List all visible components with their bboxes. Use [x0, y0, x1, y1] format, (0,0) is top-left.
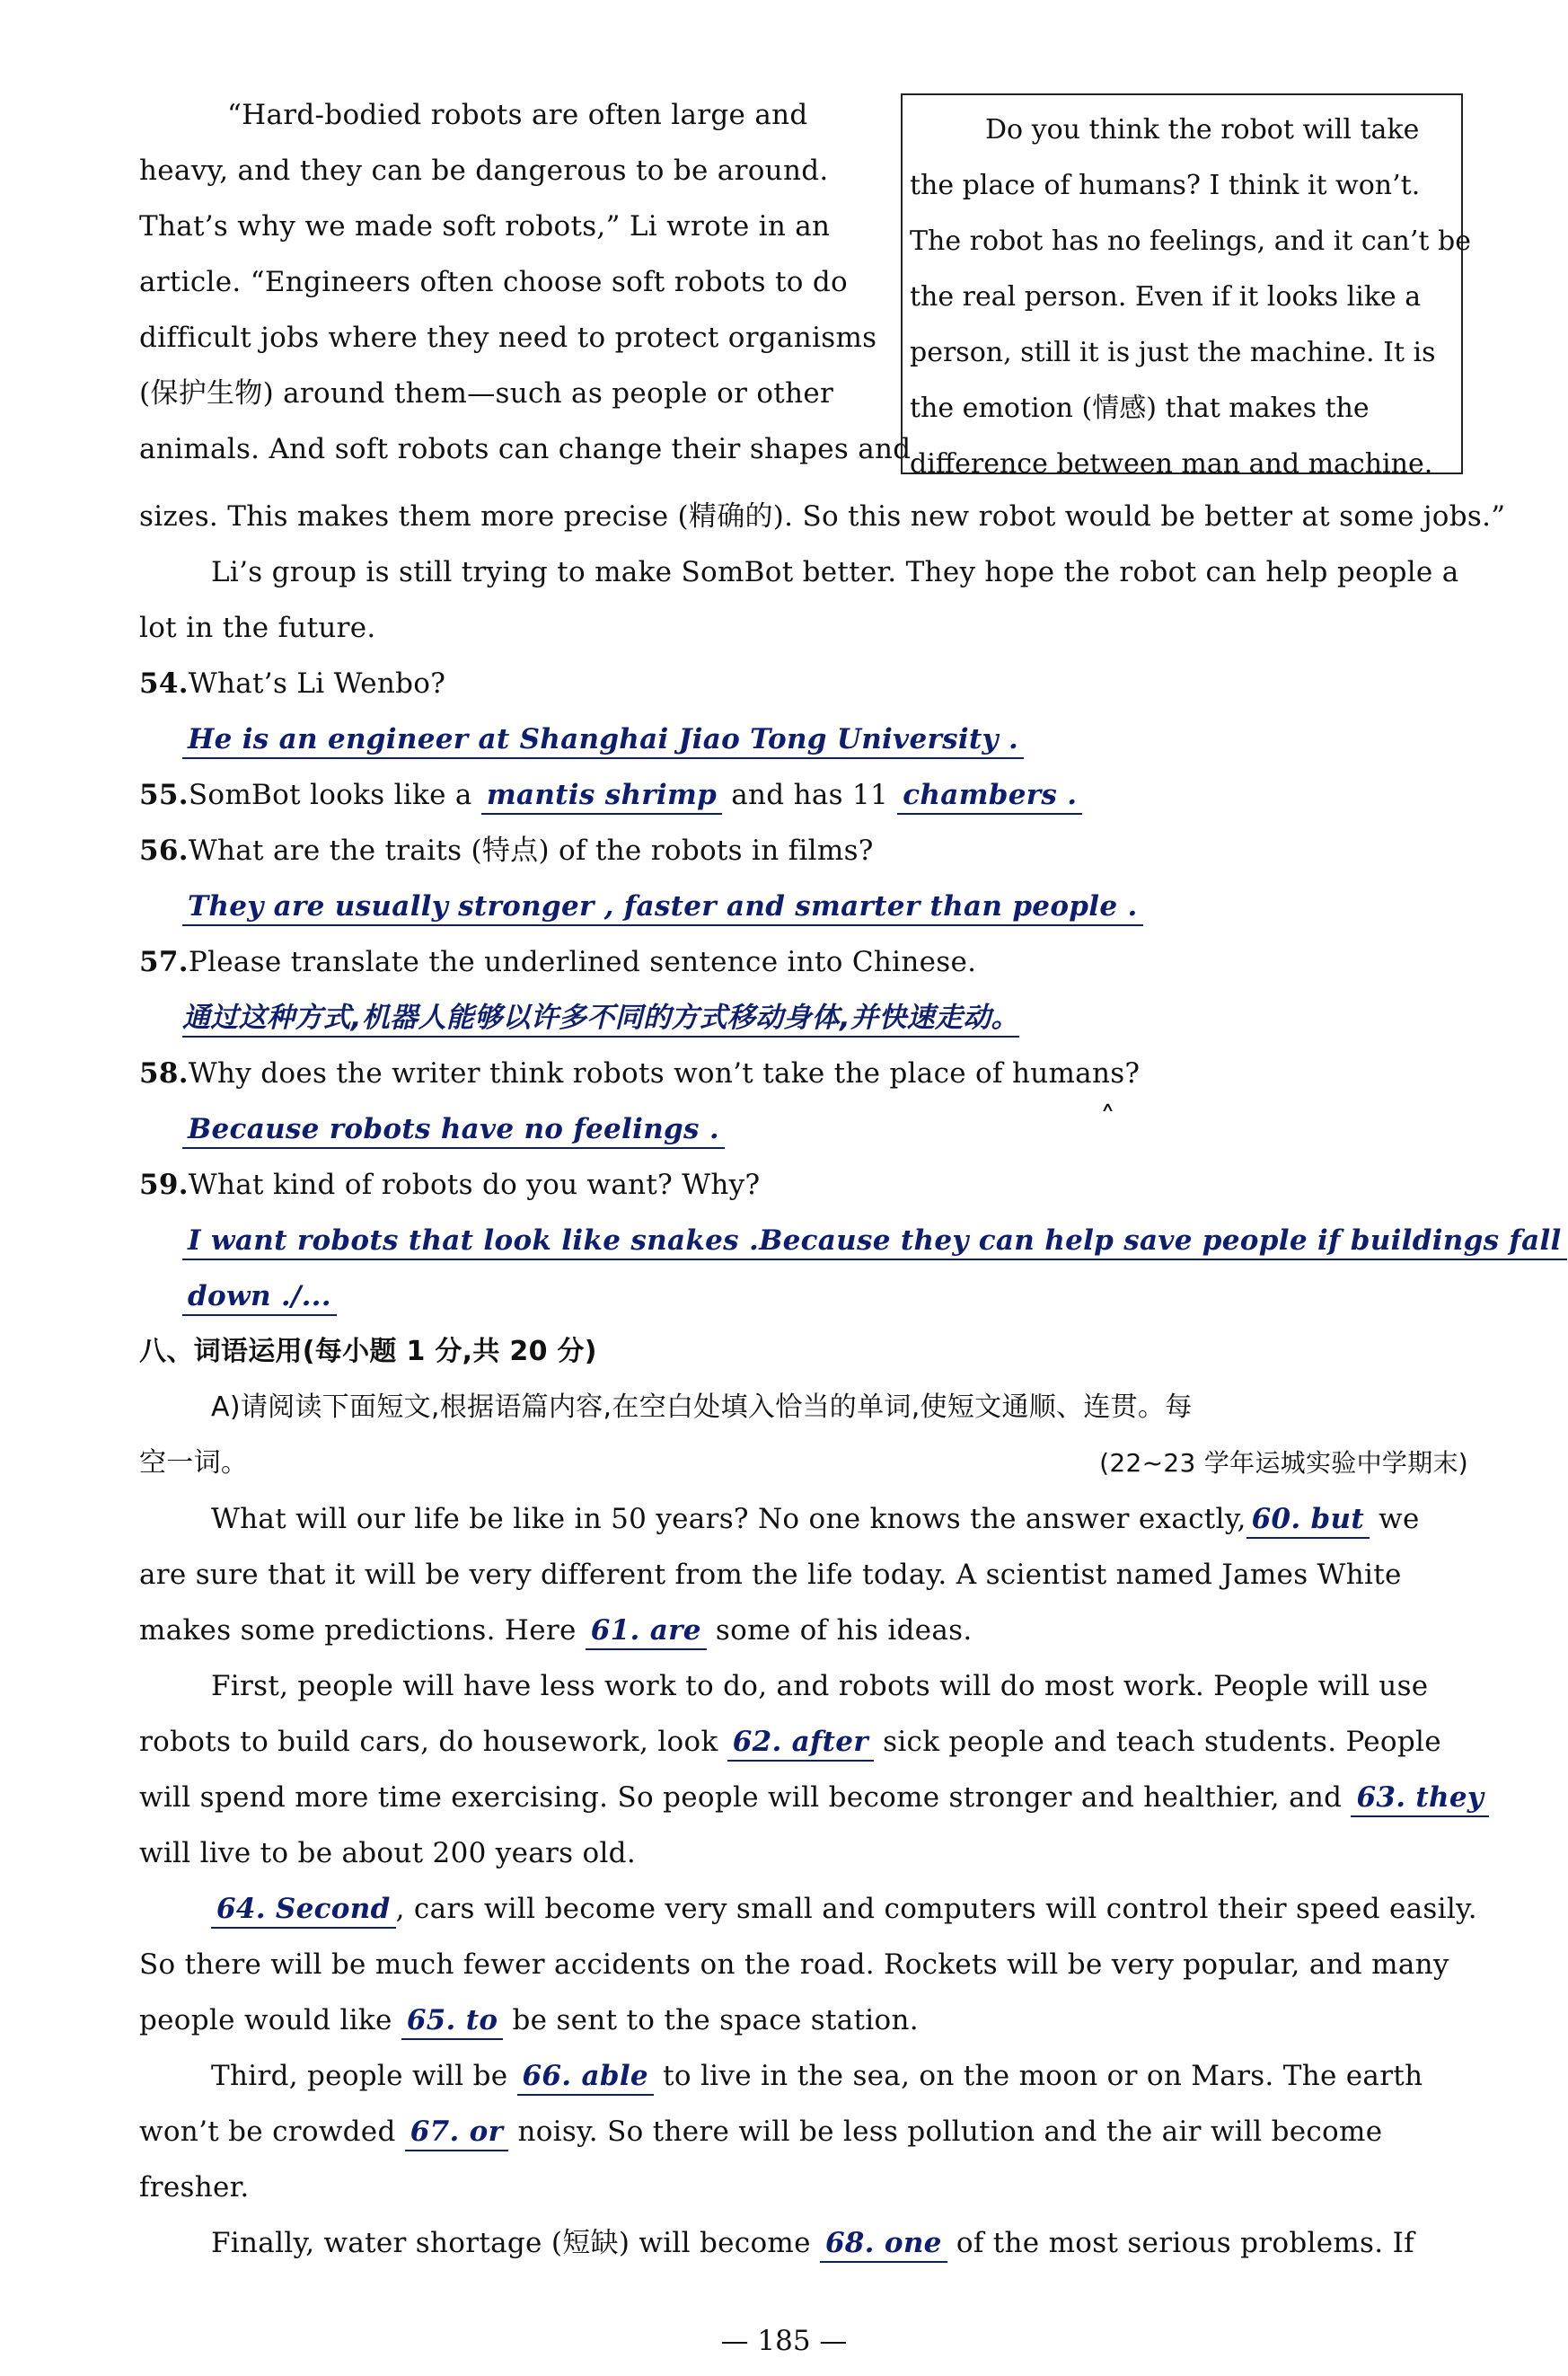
passage-line: (保护生物) around them—such as people or other — [139, 377, 834, 410]
passage-line: article. “Engineers often choose soft robots to do — [139, 266, 849, 298]
cloze-line: 64. Second , cars will become very small and computers will control their speed easily. — [139, 1881, 1468, 1937]
box-line: The robot has no feelings, and it can’t be — [910, 225, 1471, 257]
page-number: — 185 — — [720, 2325, 848, 2357]
section-title: 八、词语运用(每小题 1 分,共 20 分) — [139, 1336, 597, 1367]
question-57: 57.Please translate the underlined sentence into Chinese. — [139, 946, 977, 978]
box-line: the real person. Even if it looks like a — [910, 281, 1422, 313]
box-line: the emotion (情感) that makes the — [910, 393, 1370, 424]
box-line: Do you think the robot will take — [985, 114, 1420, 146]
caret-mark-icon: ˄ — [1100, 1100, 1115, 1136]
cloze-line: will spend more time exercising. So people will become stronger and healthier, and 63. they — [139, 1770, 1468, 1825]
answer-55b: chambers . — [897, 779, 1082, 815]
cloze-line: makes some predictions. Here 61. are some of his ideas. — [139, 1603, 1468, 1658]
answer-58: Because robots have no feelings . — [182, 1101, 1468, 1157]
cloze-line: First, people will have less work to do, and robots will do most work. People will use — [211, 1670, 1429, 1702]
question-59: 59.What kind of robots do you want? Why? — [139, 1169, 761, 1201]
cloze-line: won’t be crowded 67. or noisy. So there will be less pollution and the air will become — [139, 2104, 1468, 2160]
blank-66: 66. able — [517, 2060, 654, 2096]
passage-line: animals. And soft robots can change their shapes and — [139, 433, 912, 465]
answer-59: I want robots that look like snakes .Because they can help save people if buildings fall — [182, 1213, 1468, 1268]
answer-54: He is an engineer at Shanghai Jiao Tong University . — [182, 711, 1468, 767]
section-instructions: A)请阅读下面短文,根据语篇内容,在空白处填入恰当的单词,使短文通顺、连贯。每 — [211, 1391, 1193, 1423]
source-note: (22~23 学年运城实验中学期末) — [1099, 1448, 1468, 1478]
blank-64: 64. Second — [211, 1893, 396, 1929]
cloze-line: Third, people will be 66. able to live in the sea, on the moon or on Mars. The earth — [139, 2048, 1468, 2104]
cloze-line: Finally, water shortage (短缺) will become 68. one of the most serious problems. If — [139, 2215, 1468, 2271]
blank-67: 67. or — [405, 2115, 509, 2151]
blank-63: 63. they — [1351, 1781, 1489, 1817]
cloze-line: are sure that it will be very different from the life today. A scientist named James White — [139, 1559, 1402, 1591]
box-line: person, still it is just the machine. It is — [910, 337, 1436, 368]
comment-box — [901, 93, 1471, 480]
passage-line: sizes. This makes them more precise (精确的). So this new robot would be better at some jobs.” — [139, 500, 1506, 533]
question-56: 56.What are the traits (特点) of the robots in films? — [139, 835, 874, 867]
passage-line: That’s why we made soft robots,” Li wrote in an — [139, 210, 831, 243]
cloze-line: So there will be much fewer accidents on the road. Rockets will be very popular, and many — [139, 1948, 1449, 1981]
cloze-line: people would like 65. to be sent to the space station. — [139, 1992, 1468, 2048]
answer-59-cont: down ./... — [182, 1268, 1468, 1324]
passage-line: heavy, and they can be dangerous to be around. — [139, 155, 829, 187]
passage-and-questions — [139, 489, 1562, 2271]
answer-57: 通过这种方式,机器人能够以许多不同的方式移动身体,并快速走动。 — [182, 990, 1468, 1046]
cloze-line: will live to be about 200 years old. — [139, 1837, 636, 1869]
box-line: difference between man and machine. — [910, 448, 1433, 480]
passage-line: Li’s group is still trying to make SomBot better. They hope the robot can help people a — [211, 556, 1459, 588]
blank-62: 62. after — [727, 1726, 874, 1762]
cloze-line: What will our life be like in 50 years? No one knows the answer exactly, 60. but we — [139, 1491, 1468, 1547]
cloze-line: robots to build cars, do housework, look 62. after sick people and teach students. People — [139, 1714, 1468, 1770]
cloze-line: fresher. — [139, 2171, 250, 2204]
answer-55a: mantis shrimp — [481, 779, 722, 815]
blank-68: 68. one — [820, 2227, 947, 2263]
answer-56: They are usually stronger , faster and smarter than people . — [182, 879, 1468, 934]
passage-line: difficult jobs where they need to protect organisms — [139, 322, 877, 354]
section-instructions-cont: 空一词。 (22~23 学年运城实验中学期末) — [139, 1435, 1468, 1491]
passage-left-column — [139, 87, 912, 477]
blank-65: 65. to — [401, 2004, 504, 2040]
question-55: 55.SomBot looks like a mantis shrimp and has 11 chambers . — [139, 767, 1468, 823]
box-line: the place of humans? I think it won’t. — [910, 170, 1421, 201]
blank-60: 60. but — [1246, 1503, 1370, 1539]
passage-line: lot in the future. — [139, 612, 376, 644]
blank-61: 61. are — [586, 1614, 707, 1650]
question-54: 54.What’s Li Wenbo? — [139, 667, 446, 700]
passage-line: “Hard-bodied robots are often large and — [227, 99, 808, 131]
question-58: 58.Why does the writer think robots won’t take the place of humans? — [139, 1057, 1141, 1090]
